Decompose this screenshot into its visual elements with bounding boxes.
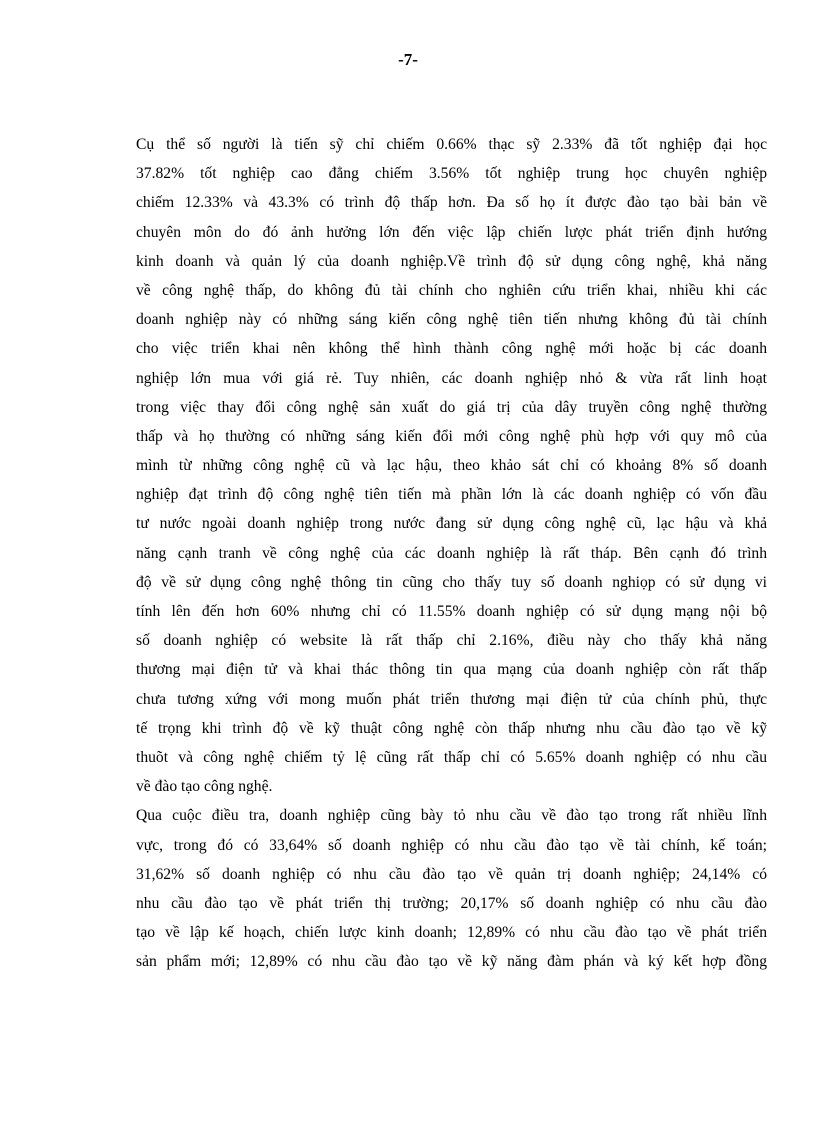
text-line: cho việc triển khai nên không thể hình thành công nghệ mới hoặc bị các doanh — [136, 340, 767, 358]
text-line: 37.82% tốt nghiệp cao đẳng chiếm 3.56% tốt nghiệp trung học chuyên nghiệp — [136, 165, 767, 183]
text-line: kinh doanh và quản lý của doanh nghiệp.Về trình độ sử dụng công nghệ, khả năng — [136, 252, 767, 270]
text-line: năng cạnh tranh về công nghệ của các doanh nghiệp là rất tháp. Bên cạnh đó trình — [136, 544, 767, 562]
text-line: doanh nghiệp này có những sáng kiến công nghệ tiên tiến nhưng không đủ tài chính — [136, 311, 767, 329]
text-line: tư nước ngoài doanh nghiệp trong nước đang sử dụng công nghệ cũ, lạc hậu và khả — [136, 515, 767, 533]
text-line: 31,62% số doanh nghiệp có nhu cầu đào tạo về quản trị doanh nghiệp; 24,14% có — [136, 865, 767, 883]
text-line: nghiệp đạt trình độ công nghệ tiên tiến mà phần lớn là các doanh nghiệp có vốn đầu — [136, 486, 767, 504]
text-line: về công nghệ thấp, do không đủ tài chính cho nghiên cứu triển khai, nhiều khi các — [136, 281, 767, 299]
page-number: -7- — [398, 50, 418, 69]
text-line: về đào tạo công nghệ. — [136, 778, 273, 796]
text-line: thương mại điện tử và khai thác thông tin qua mạng của doanh nghiệp còn rất thấp — [136, 661, 767, 679]
text-line: Cụ thể số người là tiến sỹ chỉ chiếm 0.66% thạc sỹ 2.33% đã tốt nghiệp đại học — [136, 136, 767, 153]
text-line: vực, trong đó có 33,64% số doanh nghiệp có nhu cầu đào tạo về tài chính, kế toán; — [136, 836, 767, 854]
text-line: nhu cầu đào tạo về phát triển thị trường; 20,17% số doanh nghiệp có nhu cầu đào — [136, 894, 767, 912]
text-line: chiếm 12.33% và 43.3% có trình độ thấp hơn. Đa số họ ít được đào tạo bài bản về — [136, 194, 767, 212]
text-line: số doanh nghiệp có website là rất thấp chỉ 2.16%, điều này cho thấy khả năng — [136, 632, 767, 650]
text-line: độ về sử dụng công nghệ thông tin cũng cho thấy tuy số doanh nghiọp có sử dụng vi — [136, 573, 767, 591]
text-line: tế trọng khi trình độ về kỹ thuật công nghệ còn thấp nhưng nhu cầu đào tạo về kỹ — [136, 719, 767, 737]
paragraph-2 — [136, 801, 767, 976]
text-line: chưa tương xứng với mong muốn phát triển thương mại điện tử của chính phủ, thực — [136, 690, 767, 708]
text-line: sản phẩm mới; 12,89% có nhu cầu đào tạo về kỹ năng đàm phán và ký kết hợp đồng — [136, 953, 767, 971]
body-text — [136, 130, 767, 976]
text-line: chuyên môn do đó ảnh hưởng lớn đến việc lập chiến lược phát triển định hướng — [136, 223, 767, 241]
text-line: tạo về lập kế hoạch, chiến lược kinh doanh; 12,89% có nhu cầu đào tạo về phát triển — [136, 924, 767, 942]
text-line: mình từ những công nghệ cũ và lạc hậu, theo khảo sát chỉ có khoảng 8% số doanh — [136, 457, 767, 475]
text-line: tính lên đến hơn 60% nhưng chỉ có 11.55% doanh nghiệp có sử dụng mạng nội bộ — [136, 603, 767, 620]
text-line: Qua cuộc điều tra, doanh nghiệp cũng bày tỏ nhu cầu về đào tạo trong rất nhiều lĩnh — [136, 807, 767, 825]
text-line: thuõt và công nghệ chiếm tỷ lệ cũng rất thấp chỉ có 5.65% doanh nghiệp có nhu cầu — [136, 748, 767, 766]
text-line: nghiệp lớn mua với giá rẻ. Tuy nhiên, các doanh nghiệp nhỏ & vừa rất linh hoạt — [136, 369, 767, 387]
paragraph-1 — [136, 130, 767, 801]
text-line: trong việc thay đổi công nghệ sản xuất do giá trị của dây truyền công nghệ thường — [136, 398, 767, 416]
text-line: thấp và họ thường có những sáng kiến đổi mới công nghệ phù hợp với quy mô của — [136, 427, 767, 445]
